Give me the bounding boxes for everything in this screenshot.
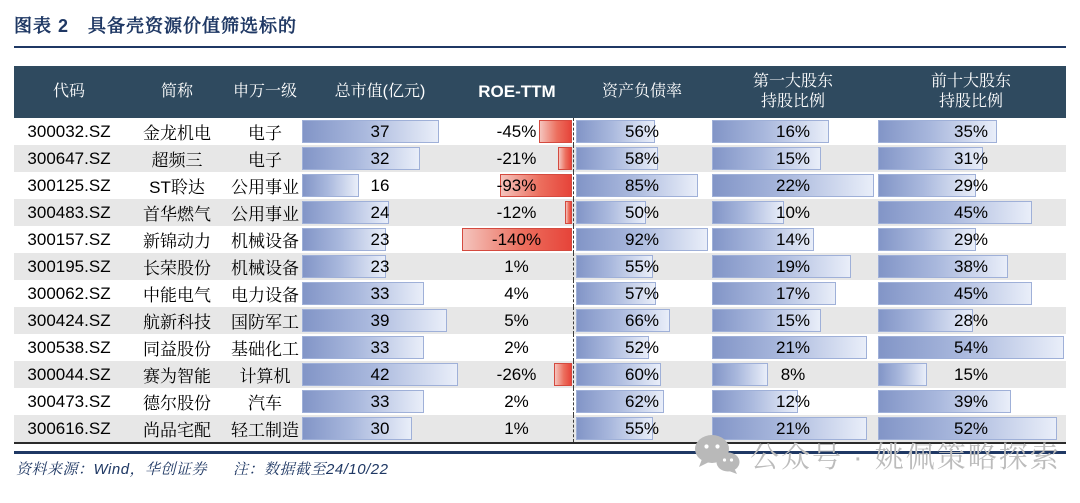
- cell-name: 金龙机电: [143, 124, 211, 143]
- cell-code: 300647.SZ: [27, 148, 111, 168]
- cell-top1-holding: 17%: [710, 280, 876, 307]
- cell-roe: 1%: [460, 415, 574, 442]
- cell-top1-holding: 21%: [710, 415, 876, 442]
- cell-code: 300424.SZ: [27, 310, 111, 330]
- cell-debt-ratio: 58%: [574, 145, 710, 172]
- col-header-top10-holders: 前十大股东 持股比例: [930, 73, 1011, 110]
- cell-top10-holding: 39%: [876, 388, 1066, 415]
- cell-industry: 计算机: [239, 367, 291, 386]
- cell-debt-ratio: 57%: [574, 280, 710, 307]
- cell-roe: -140%: [460, 226, 574, 253]
- source-text: 资料来源：Wind，华创证券: [16, 461, 208, 478]
- cell-industry: 汽车: [248, 394, 282, 413]
- col-header-name: 简称: [160, 83, 193, 100]
- cell-roe: -21%: [460, 145, 574, 172]
- col-header-industry: 申万一级: [232, 83, 297, 100]
- table-row: [14, 199, 1066, 226]
- cell-industry: 国防军工: [231, 313, 299, 332]
- cell-top10-holding: 29%: [876, 226, 1066, 253]
- col-header-debt-ratio: 资产负债率: [601, 83, 682, 100]
- cell-top1-holding: 19%: [710, 253, 876, 280]
- cell-top10-holding: 31%: [876, 145, 1066, 172]
- cell-name: 新锦动力: [143, 232, 211, 251]
- cell-code: 300032.SZ: [27, 121, 111, 141]
- blue-databar: [878, 363, 927, 386]
- cell-name: 赛为智能: [143, 367, 211, 386]
- cell-roe: 4%: [460, 280, 574, 307]
- table-row: [14, 388, 1066, 415]
- cell-top10-holding: 29%: [876, 172, 1066, 199]
- cell-marketcap: 39: [300, 307, 460, 334]
- blue-databar: [302, 336, 424, 359]
- cell-top1-holding: 12%: [710, 388, 876, 415]
- red-databar: [539, 120, 572, 143]
- cell-debt-ratio: 66%: [574, 307, 710, 334]
- table-header-row: [14, 66, 1066, 118]
- cell-industry: 轻工制造: [231, 421, 299, 440]
- table-row: [14, 253, 1066, 280]
- cell-code: 300157.SZ: [27, 229, 111, 249]
- blue-databar: [878, 390, 1011, 413]
- table-row: [14, 280, 1066, 307]
- cell-marketcap: 23: [300, 226, 460, 253]
- cell-name: ST聆达: [149, 178, 205, 197]
- cell-top10-holding: 45%: [876, 280, 1066, 307]
- cell-top1-holding: 10%: [710, 199, 876, 226]
- shell-value-table: [14, 66, 1066, 444]
- cell-top1-holding: 16%: [710, 118, 876, 145]
- figure-title: 图表 2 具备壳资源价值筛选标的: [14, 16, 298, 36]
- cell-debt-ratio: 92%: [574, 226, 710, 253]
- cell-marketcap: 33: [300, 388, 460, 415]
- cell-name: 超频三: [151, 151, 203, 170]
- blue-databar: [302, 417, 412, 440]
- watermark-text: 公众号 · 姚佩策略探索: [750, 441, 1061, 474]
- blue-databar: [302, 174, 359, 197]
- table-body: [14, 118, 1066, 442]
- cell-industry: 基础化工: [231, 340, 299, 359]
- cell-roe: 2%: [460, 388, 574, 415]
- col-header-code: 代码: [52, 83, 85, 100]
- cell-marketcap: 33: [300, 280, 460, 307]
- cell-name: 德尔股份: [143, 394, 211, 413]
- table-row: [14, 145, 1066, 172]
- cell-top10-holding: 52%: [876, 415, 1066, 442]
- cell-top1-holding: 21%: [710, 334, 876, 361]
- cell-roe: -93%: [460, 172, 574, 199]
- cell-industry: 公用事业: [231, 205, 299, 224]
- red-databar: [554, 363, 572, 386]
- cell-debt-ratio: 52%: [574, 334, 710, 361]
- source-note: [16, 458, 388, 479]
- cell-debt-ratio: 50%: [574, 199, 710, 226]
- blue-databar: [302, 282, 424, 305]
- cell-top1-holding: 15%: [710, 145, 876, 172]
- cell-roe: 2%: [460, 334, 574, 361]
- cell-industry: 电子: [248, 124, 282, 143]
- cell-top10-holding: 35%: [876, 118, 1066, 145]
- cell-debt-ratio: 85%: [574, 172, 710, 199]
- cell-marketcap: 16: [300, 172, 460, 199]
- cell-industry: 电子: [248, 151, 282, 170]
- cell-code: 300538.SZ: [27, 337, 111, 357]
- cell-top1-holding: 22%: [710, 172, 876, 199]
- blue-databar: [712, 363, 768, 386]
- cell-name: 首华燃气: [143, 205, 211, 224]
- red-databar: [565, 201, 572, 224]
- cell-code: 300616.SZ: [27, 418, 111, 438]
- table-row: [14, 118, 1066, 145]
- cell-roe: -12%: [460, 199, 574, 226]
- cell-top10-holding: 38%: [876, 253, 1066, 280]
- cell-code: 300044.SZ: [27, 364, 111, 384]
- cell-debt-ratio: 55%: [574, 415, 710, 442]
- cell-marketcap: 23: [300, 253, 460, 280]
- table-row: [14, 334, 1066, 361]
- cell-roe: 1%: [460, 253, 574, 280]
- cell-code: 300473.SZ: [27, 391, 111, 411]
- cell-top1-holding: 15%: [710, 307, 876, 334]
- table-row: [14, 361, 1066, 388]
- blue-databar: [712, 282, 836, 305]
- cell-roe: 5%: [460, 307, 574, 334]
- cell-industry: 电力设备: [231, 286, 299, 305]
- cell-code: 300125.SZ: [27, 175, 111, 195]
- cell-marketcap: 37: [300, 118, 460, 145]
- cell-top10-holding: 45%: [876, 199, 1066, 226]
- cell-industry: 公用事业: [231, 178, 299, 197]
- wechat-icon: [694, 434, 740, 476]
- cell-top10-holding: 15%: [876, 361, 1066, 388]
- col-header-roe: ROE-TTM: [478, 82, 556, 102]
- cell-marketcap: 30: [300, 415, 460, 442]
- blue-databar: [302, 390, 424, 413]
- table-row: [14, 172, 1066, 199]
- cell-name: 中能电气: [143, 286, 211, 305]
- blue-databar: [302, 147, 420, 170]
- cell-code: 300062.SZ: [27, 283, 111, 303]
- cell-industry: 机械设备: [231, 232, 299, 251]
- cell-debt-ratio: 55%: [574, 253, 710, 280]
- col-header-marketcap: 总市值(亿元): [334, 83, 426, 100]
- cell-debt-ratio: 60%: [574, 361, 710, 388]
- cell-code: 300483.SZ: [27, 202, 111, 222]
- cell-industry: 机械设备: [231, 259, 299, 278]
- title-divider: [14, 46, 1066, 48]
- watermark: [694, 434, 1061, 476]
- cell-top1-holding: 14%: [710, 226, 876, 253]
- cell-code: 300195.SZ: [27, 256, 111, 276]
- blue-databar: [712, 201, 784, 224]
- cell-top10-holding: 54%: [876, 334, 1066, 361]
- cell-marketcap: 32: [300, 145, 460, 172]
- cell-marketcap: 24: [300, 199, 460, 226]
- cell-roe: -45%: [460, 118, 574, 145]
- cell-name: 同益股份: [143, 340, 211, 359]
- cell-name: 长荣股份: [143, 259, 211, 278]
- cell-debt-ratio: 56%: [574, 118, 710, 145]
- table-row: [14, 226, 1066, 253]
- cell-top1-holding: 8%: [710, 361, 876, 388]
- red-databar: [558, 147, 572, 170]
- cell-marketcap: 33: [300, 334, 460, 361]
- cell-roe: -26%: [460, 361, 574, 388]
- cell-marketcap: 42: [300, 361, 460, 388]
- blue-databar: [712, 120, 829, 143]
- blue-databar: [878, 255, 1008, 278]
- cutoff-note: 注：数据截至24/10/22: [233, 461, 389, 478]
- table-row: [14, 307, 1066, 334]
- cell-name: 航新科技: [143, 313, 211, 332]
- cell-debt-ratio: 62%: [574, 388, 710, 415]
- col-header-top1-holder: 第一大股东 持股比例: [752, 73, 833, 110]
- cell-name: 尚品宅配: [143, 421, 211, 440]
- cell-top10-holding: 28%: [876, 307, 1066, 334]
